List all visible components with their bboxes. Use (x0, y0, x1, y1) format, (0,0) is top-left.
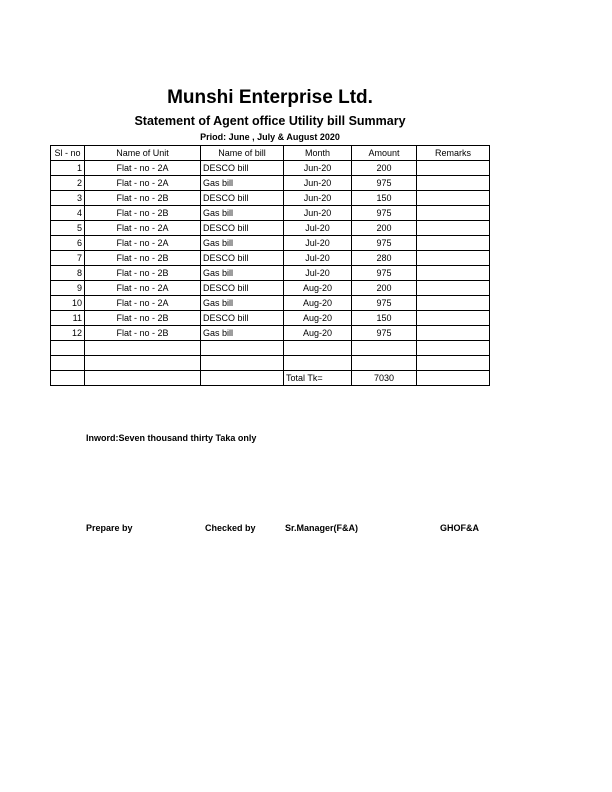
blank-cell (284, 356, 352, 371)
cell-bill: DESCO bill (201, 281, 284, 296)
cell-amount: 975 (352, 266, 417, 281)
cell-unit: Flat - no - 2A (85, 296, 201, 311)
cell-unit: Flat - no - 2B (85, 206, 201, 221)
cell-sl: 4 (51, 206, 85, 221)
cell-amount: 200 (352, 221, 417, 236)
cell-sl: 9 (51, 281, 85, 296)
cell-month: Jun-20 (284, 206, 352, 221)
blank-cell (284, 341, 352, 356)
total-row (51, 371, 490, 386)
cell-bill: Gas bill (201, 206, 284, 221)
blank-cell (85, 371, 201, 386)
table-row (51, 281, 490, 296)
blank-cell (85, 341, 201, 356)
cell-bill: Gas bill (201, 236, 284, 251)
cell-unit: Flat - no - 2B (85, 251, 201, 266)
signature-ghofa: GHOF&A (440, 523, 479, 533)
cell-sl: 12 (51, 326, 85, 341)
cell-amount: 200 (352, 281, 417, 296)
cell-unit: Flat - no - 2B (85, 311, 201, 326)
signature-checked-by: Checked by (205, 523, 256, 533)
cell-month: Aug-20 (284, 311, 352, 326)
cell-month: Jul-20 (284, 236, 352, 251)
table-row (51, 326, 490, 341)
blank-cell (417, 341, 490, 356)
cell-month: Aug-20 (284, 326, 352, 341)
cell-remarks (417, 206, 490, 221)
table-row (51, 221, 490, 236)
cell-unit: Flat - no - 2A (85, 161, 201, 176)
total-label: Total Tk= (284, 371, 352, 386)
cell-sl: 1 (51, 161, 85, 176)
column-header-remarks: Remarks (417, 146, 490, 161)
cell-sl: 11 (51, 311, 85, 326)
blank-row (51, 356, 490, 371)
cell-unit: Flat - no - 2A (85, 176, 201, 191)
cell-bill: DESCO bill (201, 161, 284, 176)
table-body (51, 161, 490, 386)
column-header-amount: Amount (352, 146, 417, 161)
cell-remarks (417, 176, 490, 191)
cell-month: Jun-20 (284, 191, 352, 206)
cell-amount: 150 (352, 191, 417, 206)
table-row (51, 176, 490, 191)
table-row (51, 236, 490, 251)
cell-sl: 3 (51, 191, 85, 206)
table-header-row (51, 146, 490, 161)
blank-cell (352, 356, 417, 371)
company-name: Munshi Enterprise Ltd. (167, 87, 373, 108)
cell-month: Aug-20 (284, 281, 352, 296)
blank-cell (85, 356, 201, 371)
cell-bill: Gas bill (201, 266, 284, 281)
cell-remarks (417, 326, 490, 341)
table-row (51, 311, 490, 326)
cell-sl: 10 (51, 296, 85, 311)
table-row (51, 251, 490, 266)
period-label: Priod: June , July & August 2020 (200, 132, 340, 142)
table-row (51, 191, 490, 206)
cell-bill: DESCO bill (201, 221, 284, 236)
cell-remarks (417, 266, 490, 281)
blank-cell (201, 371, 284, 386)
table-row (51, 161, 490, 176)
cell-remarks (417, 221, 490, 236)
cell-month: Jun-20 (284, 176, 352, 191)
cell-amount: 150 (352, 311, 417, 326)
cell-bill: DESCO bill (201, 251, 284, 266)
cell-unit: Flat - no - 2B (85, 191, 201, 206)
cell-month: Jul-20 (284, 266, 352, 281)
column-header-bill: Name of bill (201, 146, 284, 161)
cell-sl: 5 (51, 221, 85, 236)
cell-unit: Flat - no - 2B (85, 326, 201, 341)
cell-remarks (417, 236, 490, 251)
cell-sl: 6 (51, 236, 85, 251)
cell-amount: 975 (352, 236, 417, 251)
cell-unit: Flat - no - 2A (85, 281, 201, 296)
column-header-sl: Sl - no (51, 146, 85, 161)
total-value: 7030 (352, 371, 417, 386)
cell-unit: Flat - no - 2B (85, 266, 201, 281)
cell-bill: Gas bill (201, 326, 284, 341)
blank-cell (417, 371, 490, 386)
blank-cell (51, 341, 85, 356)
amount-in-words: Inword:Seven thousand thirty Taka only (86, 433, 257, 443)
column-header-month: Month (284, 146, 352, 161)
cell-bill: DESCO bill (201, 191, 284, 206)
cell-month: Aug-20 (284, 296, 352, 311)
signature-sr-manager: Sr.Manager(F&A) (285, 523, 359, 533)
cell-remarks (417, 296, 490, 311)
utility-bill-table (50, 145, 490, 386)
cell-month: Jul-20 (284, 251, 352, 266)
cell-remarks (417, 191, 490, 206)
cell-unit: Flat - no - 2A (85, 221, 201, 236)
cell-month: Jun-20 (284, 161, 352, 176)
cell-amount: 200 (352, 161, 417, 176)
blank-row (51, 341, 490, 356)
cell-sl: 2 (51, 176, 85, 191)
cell-month: Jul-20 (284, 221, 352, 236)
cell-remarks (417, 281, 490, 296)
cell-remarks (417, 311, 490, 326)
cell-amount: 975 (352, 206, 417, 221)
blank-cell (417, 356, 490, 371)
blank-cell (201, 356, 284, 371)
statement-title: Statement of Agent office Utility bill Summary (134, 114, 406, 128)
blank-cell (51, 371, 85, 386)
cell-bill: Gas bill (201, 176, 284, 191)
blank-cell (51, 356, 85, 371)
cell-remarks (417, 161, 490, 176)
column-header-unit: Name of Unit (85, 146, 201, 161)
cell-unit: Flat - no - 2A (85, 236, 201, 251)
cell-amount: 975 (352, 296, 417, 311)
cell-amount: 975 (352, 176, 417, 191)
cell-bill: DESCO bill (201, 311, 284, 326)
signature-prepared-by: Prepare by (86, 523, 133, 533)
table-row (51, 266, 490, 281)
cell-amount: 280 (352, 251, 417, 266)
cell-remarks (417, 251, 490, 266)
blank-cell (201, 341, 284, 356)
cell-sl: 8 (51, 266, 85, 281)
cell-sl: 7 (51, 251, 85, 266)
cell-bill: Gas bill (201, 296, 284, 311)
table-row (51, 206, 490, 221)
table-row (51, 296, 490, 311)
blank-cell (352, 341, 417, 356)
cell-amount: 975 (352, 326, 417, 341)
